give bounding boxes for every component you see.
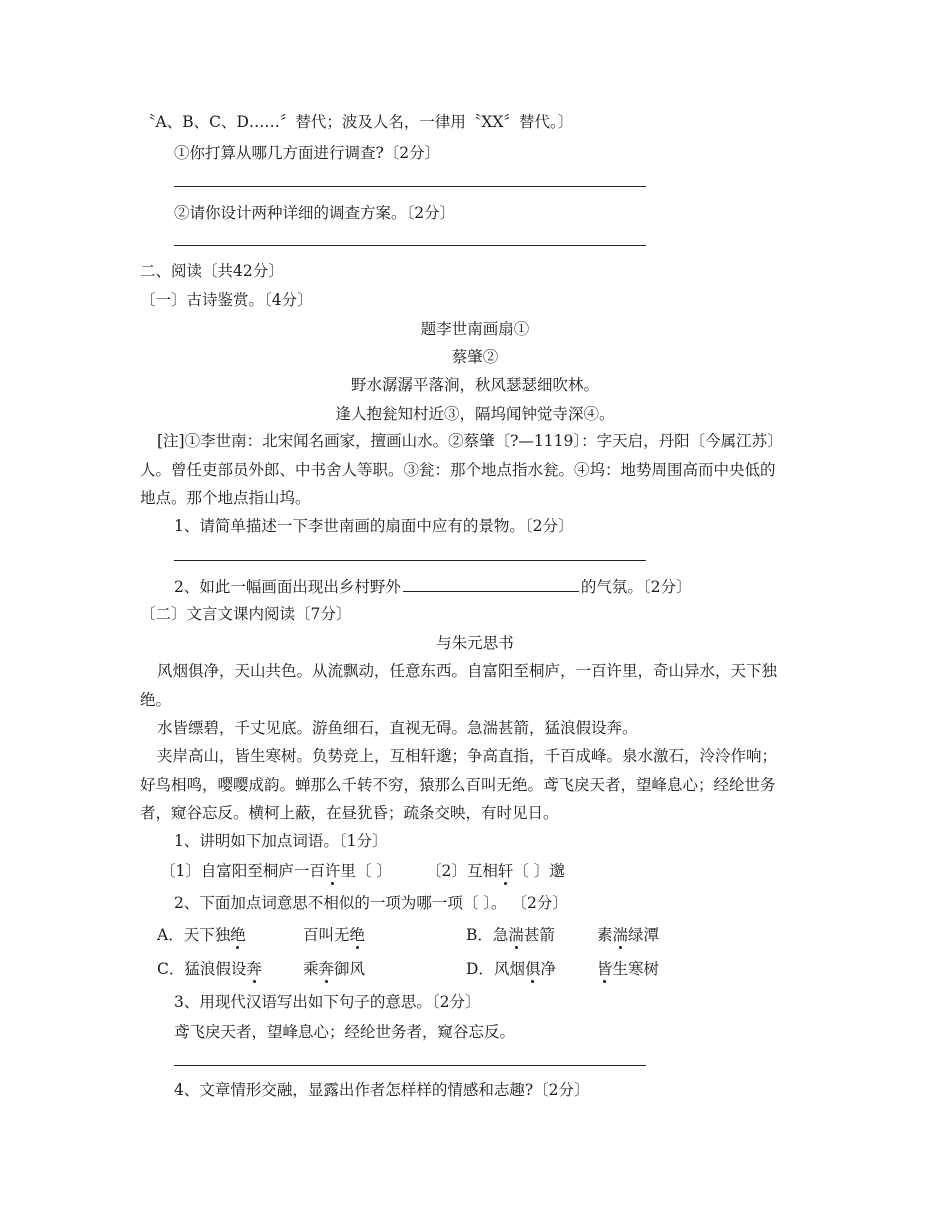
- option-text: 素: [597, 926, 613, 944]
- option-a-compare: [303, 925, 365, 945]
- survey-question-1: ①你打算从哪几方面进行调查?〔2分〕: [174, 144, 441, 162]
- emphasis-word: 绝: [349, 926, 366, 944]
- option-d-compare: [597, 959, 659, 979]
- option-label: A．: [157, 926, 184, 944]
- essay-paragraph: 夹岸高山，皆生寒树。负势竞上，互相轩邈；争高直指，千百成峰。泉水激石，泠泠作响；: [157, 747, 778, 765]
- emphasis-word: 俱: [524, 960, 541, 978]
- essay-paragraph: 好鸟相鸣，嘤嘤成韵。蝉那么千转不穷，猿那么百叫无绝。鸢飞戾天者，望峰息心；经纶世务: [140, 776, 776, 794]
- intro-line: 〝A、B、C、D……〞替代；波及人名，一律用〝XX〞替代。〕: [140, 113, 574, 131]
- essay-paragraph: 风烟俱净，天山共色。从流飘动，任意东西。自富阳至桐庐，一百许里，奇山异水，天下独: [157, 662, 778, 680]
- option-text: 绿潭: [628, 926, 660, 944]
- poem-title: 题李世南画扇①: [420, 320, 530, 338]
- option-text: 净: [540, 960, 556, 978]
- option-label: C．: [157, 960, 185, 978]
- classical-question-1: 1、讲明如下加点词语。〔1分〕: [174, 832, 388, 850]
- emphasis-word: 绝: [230, 926, 246, 944]
- emphasis-word: 奔: [246, 960, 262, 978]
- option-b[interactable]: [466, 925, 555, 945]
- poem-section-heading: 〔一〕古诗鉴赏。〔4分〕: [140, 291, 313, 309]
- poem-line: 野水潺潺平落涧，秋风瑟瑟细吹林。: [350, 376, 599, 394]
- question-text: 〔1〕自富阳至桐庐一百: [160, 862, 325, 880]
- question-text: 里〔 〕: [340, 862, 392, 880]
- poem-author: 蔡肇②: [451, 348, 499, 366]
- poem-question-2: [174, 575, 692, 597]
- classical-section-heading: 〔二〕文言文课内阅读〔7分〕: [140, 605, 352, 623]
- option-c[interactable]: [157, 959, 262, 979]
- question-text: 2、如此一幅画面出现出乡村野外: [174, 578, 401, 596]
- answer-line[interactable]: [174, 1065, 646, 1066]
- emphasis-word: 湍: [508, 926, 524, 944]
- survey-question-2: ②请你设计两种详细的调查方案。〔2分〕: [174, 204, 456, 222]
- essay-paragraph: 水皆缥碧，千丈见底。游鱼细石，直视无碍。急湍甚箭，猛浪假设奔。: [157, 719, 638, 737]
- emphasis-word: 许: [324, 862, 341, 880]
- answer-line[interactable]: [174, 245, 646, 246]
- question-text: 〔 〕邈: [513, 862, 565, 880]
- poem-note: 人。曾任吏部员外郎、中书舍人等职。③瓮：那个地点指水瓮。④坞：地势周围高而中央低的: [140, 461, 776, 479]
- option-text: 猛浪假设: [184, 960, 247, 978]
- option-label: B．: [466, 926, 493, 944]
- sub-question-1: [160, 861, 392, 881]
- classical-question-3: 3、用现代汉语写出如下句子的意思。〔2分〕: [174, 993, 481, 1011]
- emphasis-word: 湍: [612, 926, 629, 944]
- option-c-compare: [303, 959, 365, 979]
- option-a[interactable]: [157, 925, 246, 945]
- sub-question-2: [426, 861, 565, 881]
- option-text: 天下独: [183, 926, 231, 944]
- option-text: 百叫无: [303, 926, 350, 944]
- emphasis-word: 皆: [597, 960, 613, 978]
- answer-line[interactable]: [174, 560, 646, 561]
- translate-sentence: 鸢飞戾天者，望峰息心；经纶世务者，窥谷忘反。: [174, 1023, 516, 1041]
- option-label: D．: [466, 960, 494, 978]
- option-text: 生寒树: [612, 960, 660, 978]
- option-b-compare: [597, 925, 659, 945]
- classical-question-2: 2、下面加点词意思不相似的一项为哪一项〔 〕。 〔2分〕: [174, 894, 568, 912]
- poem-note: [注]①李世南：北宋闻名画家，擅画山水。②蔡肇〔?—1119〕：字天启，丹阳〔今属江苏〕: [157, 432, 783, 450]
- emphasis-word: 奔: [318, 960, 335, 978]
- option-text: 风烟: [493, 960, 525, 978]
- essay-paragraph: 绝。: [140, 691, 172, 709]
- question-text: 〔2〕互相: [426, 862, 498, 880]
- option-text: 乘: [303, 960, 319, 978]
- section-heading: 二、阅读〔共42分〕: [140, 262, 284, 280]
- option-d[interactable]: [466, 959, 556, 979]
- poem-question-1: 1、请简单描述一下李世南画的扇面中应有的景物。〔2分〕: [174, 517, 574, 535]
- option-text: 甚箭: [523, 926, 555, 944]
- question-text: 的气氛。〔2分〕: [580, 578, 692, 596]
- fill-blank[interactable]: [403, 575, 579, 592]
- classical-question-4: 4、文章情形交融，显露出作者怎样样的情感和志趣?〔2分〕: [174, 1081, 590, 1099]
- poem-note: 地点。那个地点指山坞。: [140, 489, 311, 507]
- option-text: 急: [492, 926, 509, 944]
- essay-title: 与朱元思书: [436, 634, 514, 652]
- essay-paragraph: 者，窥谷忘反。横柯上蔽，在昼犹昏；疏条交映，有时见日。: [140, 804, 559, 822]
- poem-line: 逢人抱瓮知村近③，隔坞闻钟觉寺深④。: [335, 405, 615, 423]
- answer-line[interactable]: [174, 186, 646, 187]
- option-text: 御风: [334, 960, 366, 978]
- emphasis-word: 轩: [497, 862, 514, 880]
